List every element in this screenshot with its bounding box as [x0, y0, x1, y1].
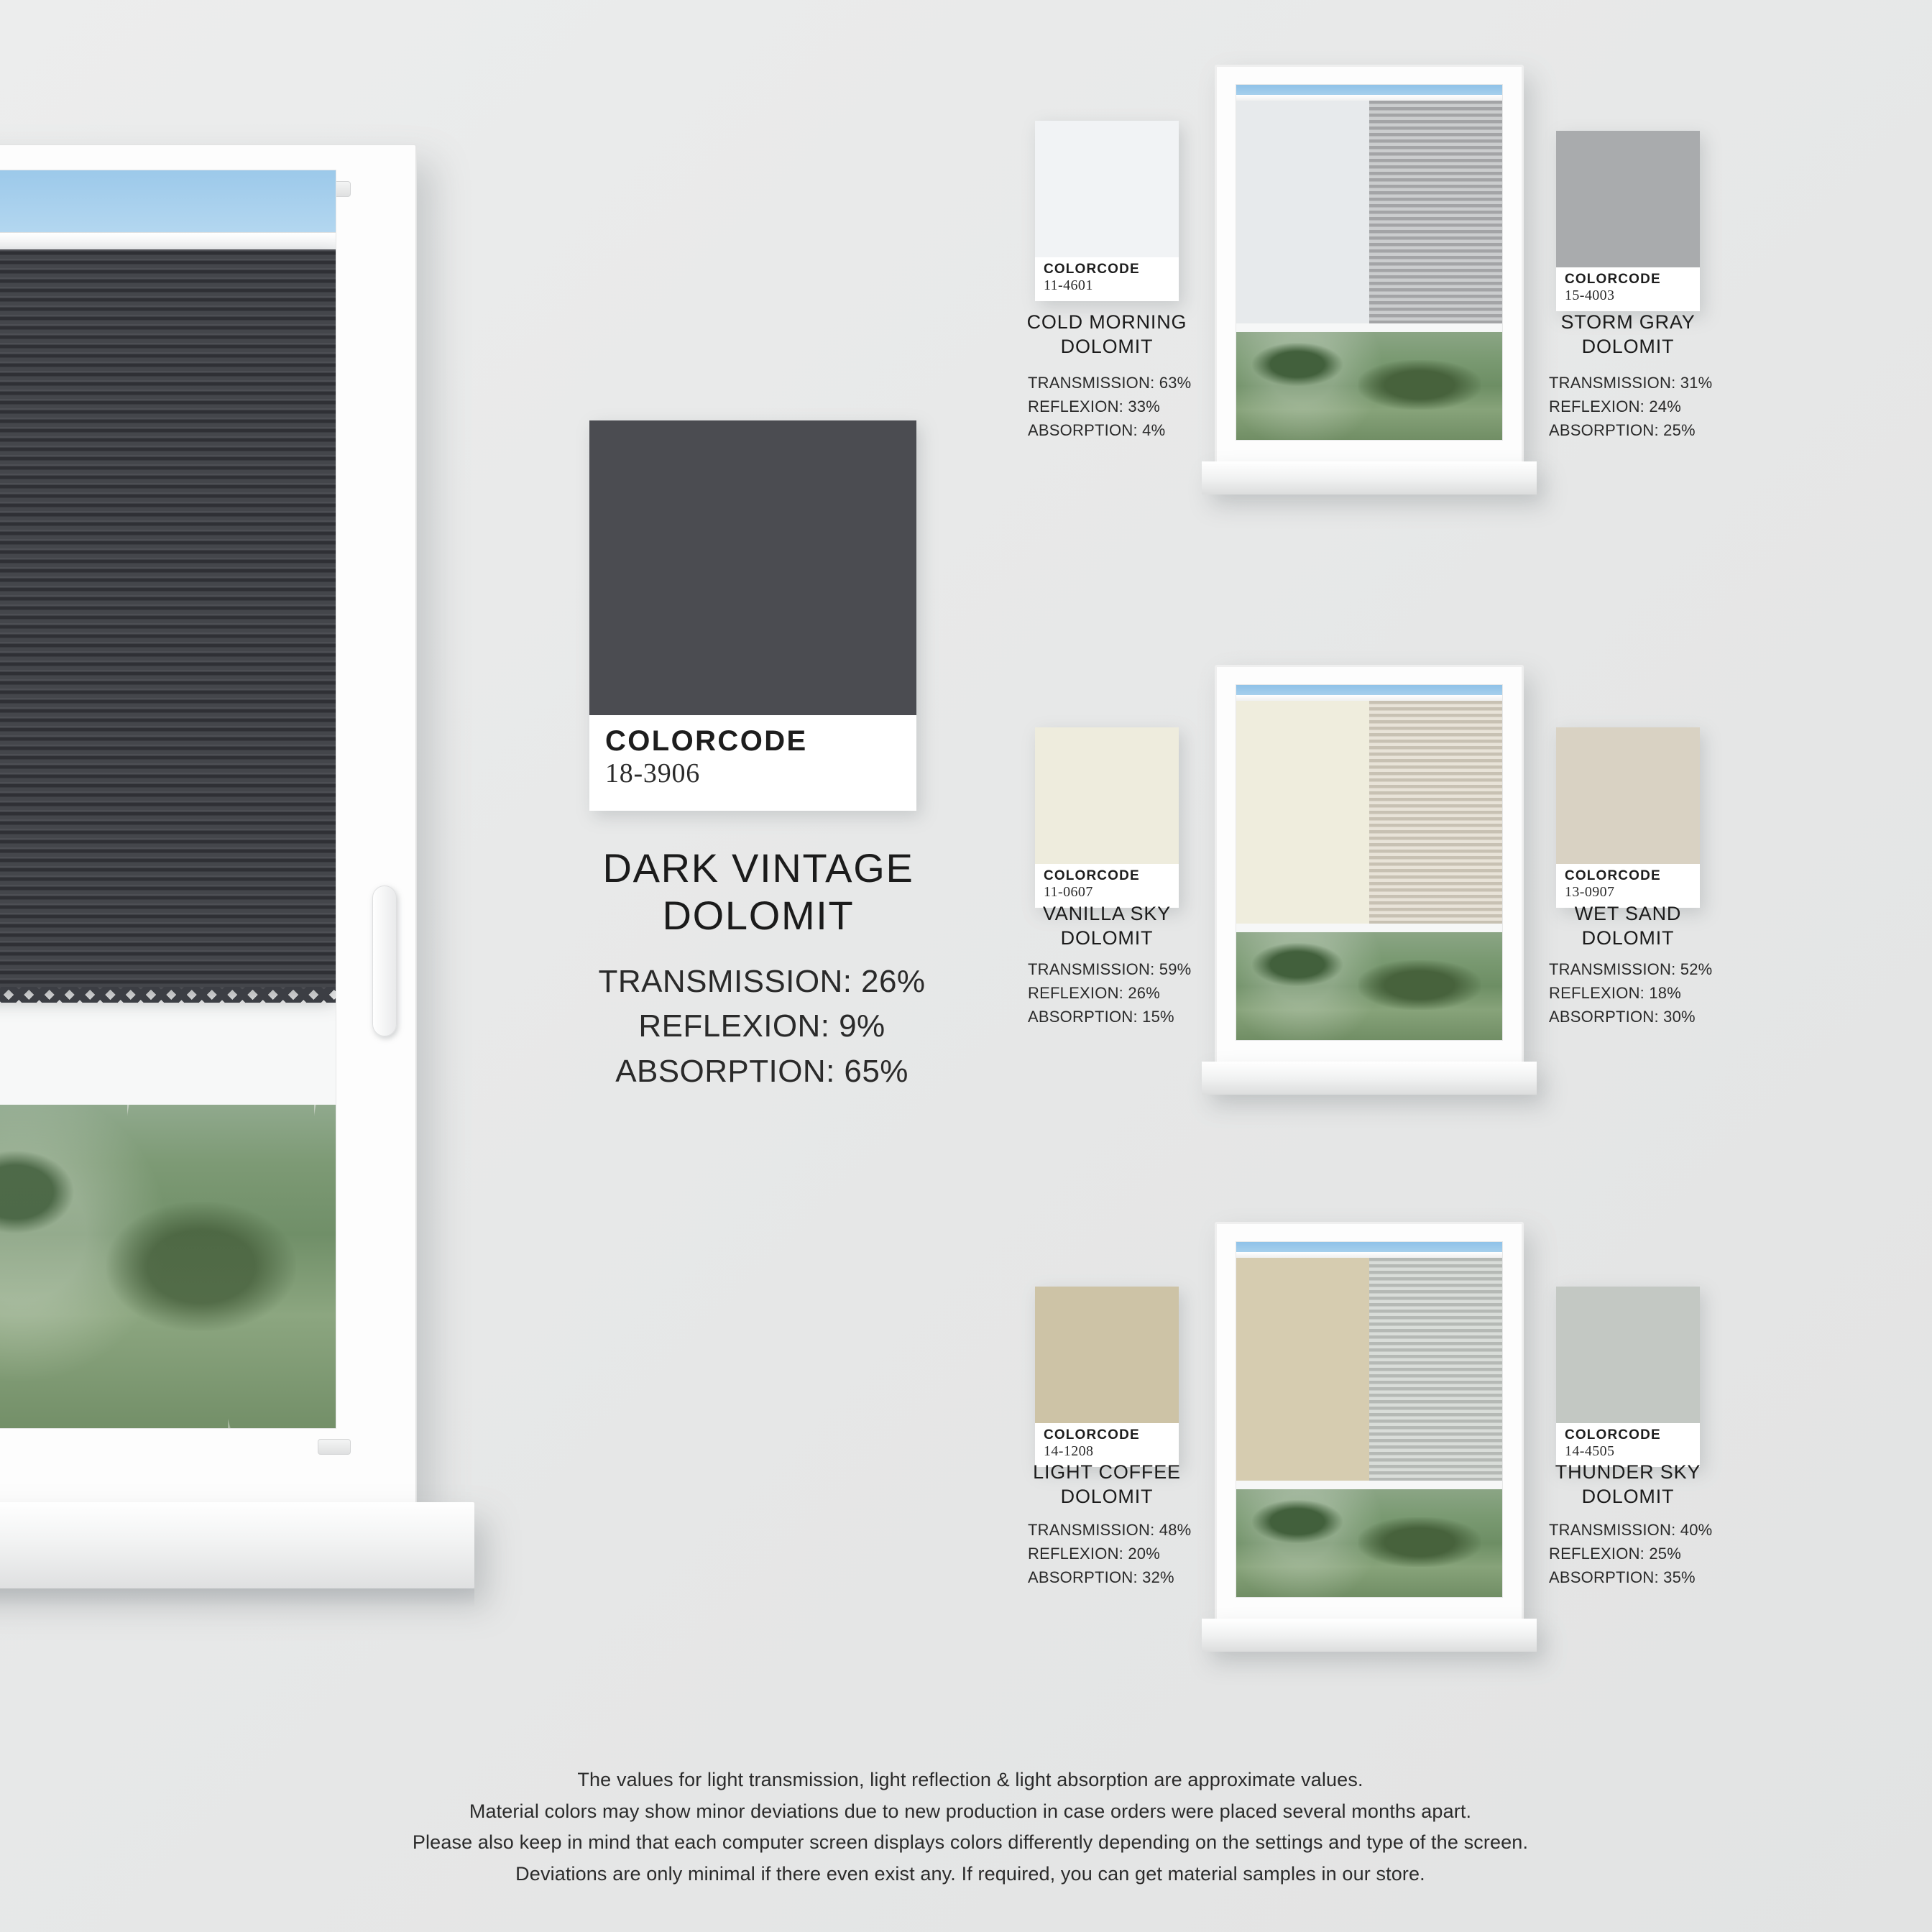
blind-right-half — [1369, 701, 1502, 924]
variant-values-cold-morning — [1028, 371, 1243, 442]
variant-title-line2: DOLOMIT — [1581, 335, 1675, 357]
blind-left-half — [1236, 701, 1369, 924]
variant-transmission: TRANSMISSION: 48% — [1028, 1521, 1192, 1539]
swatch-meta — [1035, 257, 1179, 301]
blind-fabric — [1236, 101, 1502, 323]
variant-title-line2: DOLOMIT — [1060, 1485, 1154, 1507]
variant-title-line1: VANILLA SKY — [1042, 903, 1171, 924]
disclaimer-line-3: Please also keep in mind that each computer screen displays colors differently depending on the settings and type of the screen. — [412, 1831, 1529, 1854]
featured-light-values — [546, 960, 978, 1094]
colorcode-label: COLORCODE — [1044, 262, 1140, 277]
variant-title-line2: DOLOMIT — [1581, 926, 1675, 949]
variant-reflexion: REFLEXION: 18% — [1549, 984, 1682, 1002]
variant-title-storm-gray — [1535, 310, 1721, 359]
variant-absorption: ABSORPTION: 25% — [1549, 421, 1696, 439]
featured-title-line2: DOLOMIT — [662, 893, 855, 939]
variant-absorption: ABSORPTION: 32% — [1028, 1568, 1174, 1586]
disclaimer-line-4: Deviations are only minimal if there even exist any. If required, you can get material samples in our store. — [515, 1863, 1425, 1885]
window-handle[interactable] — [372, 886, 397, 1036]
colorcode-value: 14-4505 — [1565, 1443, 1615, 1459]
colorcode-label: COLORCODE — [1565, 868, 1661, 883]
demo-window-row3 — [1215, 1222, 1524, 1668]
blind-left-half — [1236, 1258, 1369, 1481]
variant-title-light-coffee — [1013, 1460, 1200, 1509]
color-chip-cold-morning — [1035, 121, 1179, 257]
variant-absorption: ABSORPTION: 30% — [1549, 1008, 1696, 1026]
variant-title-vanilla-sky — [1013, 902, 1200, 951]
hero-window-frame — [0, 144, 417, 1517]
landscape-view — [0, 1105, 336, 1428]
pleated-blind-fabric — [0, 249, 336, 990]
blind-fabric — [1236, 1258, 1502, 1481]
variant-reflexion: REFLEXION: 24% — [1549, 397, 1682, 415]
hero-window-glass — [0, 170, 336, 1429]
demo-window-row1 — [1215, 65, 1524, 510]
colorcode-value: 14-1208 — [1044, 1443, 1094, 1459]
featured-title-line1: DARK VINTAGE — [602, 845, 914, 891]
hero-window-photo — [0, 144, 503, 1646]
landscape-detail — [0, 1105, 336, 1428]
colorcode-label: COLORCODE — [1044, 1427, 1140, 1443]
disclaimer-line-2: Material colors may show minor deviations due to new production in case orders were placed several months apart. — [469, 1800, 1472, 1822]
variant-title-line2: DOLOMIT — [1581, 1485, 1675, 1507]
swatch-meta — [1556, 267, 1700, 311]
swatch-meta — [1035, 864, 1179, 908]
colorcode-value: 13-0907 — [1565, 884, 1615, 900]
variant-values-light-coffee — [1028, 1518, 1243, 1589]
landscape-view — [1236, 332, 1502, 440]
swatch-card-storm-gray[interactable] — [1556, 131, 1700, 311]
swatch-card-vanilla-sky[interactable] — [1035, 727, 1179, 908]
blind-fabric — [1236, 701, 1502, 924]
swatch-meta — [1556, 864, 1700, 908]
swatch-card-thunder-sky[interactable] — [1556, 1287, 1700, 1467]
landscape-view — [1236, 1489, 1502, 1597]
variant-reflexion: REFLEXION: 33% — [1028, 397, 1161, 415]
window-frame — [1215, 1222, 1524, 1624]
variant-title-line2: DOLOMIT — [1060, 335, 1154, 357]
blind-right-half — [1369, 1258, 1502, 1481]
featured-absorption: ABSORPTION: 65% — [615, 1053, 908, 1089]
window-frame — [1215, 65, 1524, 467]
variant-transmission: TRANSMISSION: 40% — [1549, 1521, 1713, 1539]
disclaimer-text — [216, 1765, 1725, 1890]
swatch-card-wet-sand[interactable] — [1556, 727, 1700, 908]
colorcode-label: COLORCODE — [1565, 272, 1661, 287]
variant-title-wet-sand — [1535, 902, 1721, 951]
blind-right-half — [1369, 101, 1502, 323]
window-glass — [1236, 1241, 1503, 1598]
variant-title-thunder-sky — [1535, 1460, 1721, 1509]
colorcode-label: COLORCODE — [605, 725, 808, 757]
colorcode-value: 15-4003 — [1565, 288, 1615, 303]
variant-title-line1: WET SAND — [1574, 903, 1682, 924]
featured-color-chip — [589, 420, 916, 715]
variant-title-cold-morning — [1013, 310, 1200, 359]
colorcode-value: 18-3906 — [605, 758, 700, 788]
hinge-icon — [318, 1439, 351, 1455]
window-glass — [1236, 84, 1503, 441]
variant-reflexion: REFLEXION: 25% — [1549, 1545, 1682, 1563]
colorcode-value: 11-0607 — [1044, 884, 1093, 900]
pleated-blind-bottom-edge — [0, 987, 336, 1003]
variant-values-thunder-sky — [1549, 1518, 1765, 1589]
swatch-card-light-coffee[interactable] — [1035, 1287, 1179, 1467]
window-sill — [1202, 461, 1537, 494]
blind-left-half — [1236, 101, 1369, 323]
colorcode-label: COLORCODE — [1044, 868, 1140, 883]
variant-values-vanilla-sky — [1028, 957, 1243, 1029]
featured-swatch-meta — [589, 715, 916, 811]
landscape-view — [1236, 932, 1502, 1040]
variant-title-line2: DOLOMIT — [1060, 926, 1154, 949]
color-chip-thunder-sky — [1556, 1287, 1700, 1423]
variant-absorption: ABSORPTION: 4% — [1028, 421, 1166, 439]
variant-title-line1: LIGHT COFFEE — [1033, 1461, 1181, 1483]
variant-transmission: TRANSMISSION: 59% — [1028, 960, 1192, 978]
featured-product-title — [546, 845, 970, 939]
variant-transmission: TRANSMISSION: 31% — [1549, 374, 1713, 392]
variant-title-line1: THUNDER SKY — [1555, 1461, 1701, 1483]
featured-transmission: TRANSMISSION: 26% — [598, 964, 926, 999]
variant-values-storm-gray — [1549, 371, 1765, 442]
demo-window-row2 — [1215, 665, 1524, 1110]
variant-values-wet-sand — [1549, 957, 1765, 1029]
color-chip-light-coffee — [1035, 1287, 1179, 1423]
color-chip-vanilla-sky — [1035, 727, 1179, 864]
window-sill — [1202, 1619, 1537, 1652]
window-sill — [1202, 1062, 1537, 1095]
featured-reflexion: REFLEXION: 9% — [638, 1008, 886, 1044]
pleated-blind-headrail — [0, 232, 336, 251]
swatch-card-cold-morning[interactable] — [1035, 121, 1179, 301]
window-frame — [1215, 665, 1524, 1067]
color-chip-wet-sand — [1556, 727, 1700, 864]
disclaimer-line-1: The values for light transmission, light reflection & light absorption are approximate values. — [577, 1769, 1363, 1790]
colorcode-value: 11-4601 — [1044, 277, 1093, 293]
featured-color-swatch-card[interactable] — [589, 420, 916, 811]
variant-reflexion: REFLEXION: 26% — [1028, 984, 1161, 1002]
variant-transmission: TRANSMISSION: 52% — [1549, 960, 1713, 978]
variant-absorption: ABSORPTION: 15% — [1028, 1008, 1174, 1026]
variant-reflexion: REFLEXION: 20% — [1028, 1545, 1161, 1563]
variant-transmission: TRANSMISSION: 63% — [1028, 374, 1192, 392]
color-chip-storm-gray — [1556, 131, 1700, 267]
variant-title-line1: STORM GRAY — [1560, 311, 1696, 333]
colorcode-label: COLORCODE — [1565, 1427, 1661, 1443]
variant-title-line1: COLD MORNING — [1026, 311, 1187, 333]
variant-absorption: ABSORPTION: 35% — [1549, 1568, 1696, 1586]
window-glass — [1236, 684, 1503, 1041]
window-sill — [0, 1502, 474, 1588]
